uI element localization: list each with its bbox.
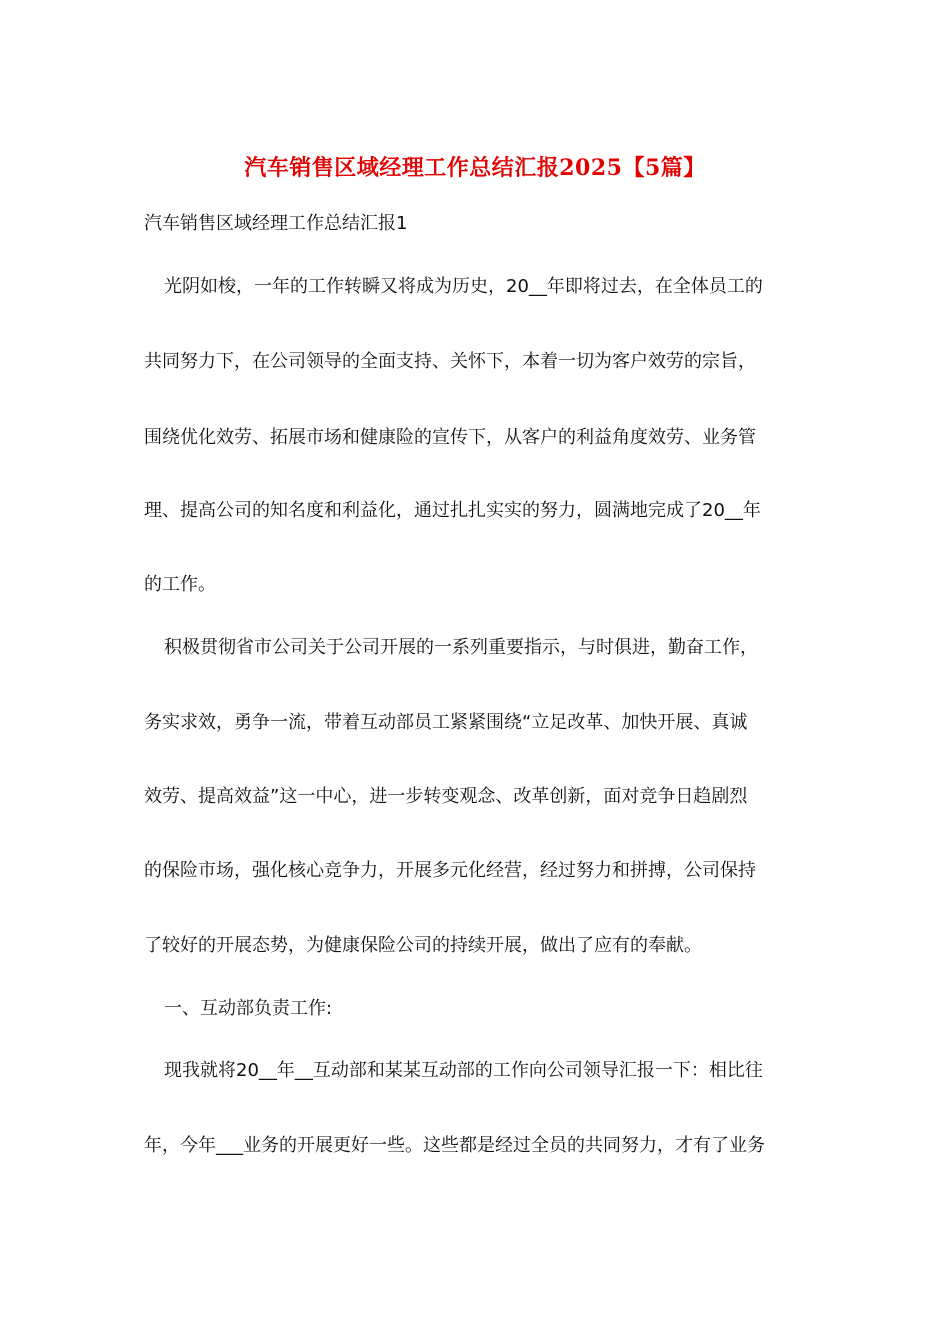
paragraph-line: 光阴如梭，一年的工作转瞬又将成为历史，20__年即将过去，在全体员工的 — [164, 276, 763, 297]
paragraph-line: 理、提高公司的知名度和利益化，通过扎扎实实的努力，圆满地完成了20__年 — [144, 500, 761, 521]
document-title: 汽车销售区域经理工作总结汇报2025【5篇】 — [244, 155, 706, 181]
section-heading: 汽车销售区域经理工作总结汇报1 — [144, 213, 408, 234]
paragraph-line: 共同努力下，在公司领导的全面支持、关怀下，本着一切为客户效劳的宗旨， — [144, 351, 756, 372]
paragraph-line: 务实求效，勇争一流，带着互动部员工紧紧围绕“立足改革、加快开展、真诚 — [144, 712, 748, 733]
paragraph-line: 年，今年___业务的开展更好一些。这些都是经过全员的共同努力，才有了业务 — [144, 1135, 765, 1156]
paragraph-line: 积极贯彻省市公司关于公司开展的一系列重要指示，与时俱进，勤奋工作， — [164, 637, 758, 658]
paragraph-line: 的工作。 — [144, 574, 216, 595]
section-heading-1: 一、互动部负责工作: — [164, 998, 333, 1019]
paragraph-line: 现我就将20__年__互动部和某某互动部的工作向公司领导汇报一下：相比往 — [164, 1060, 763, 1081]
paragraph-line: 的保险市场，强化核心竞争力，开展多元化经营，经过努力和拼搏，公司保持 — [144, 860, 756, 881]
paragraph-line: 了较好的开展态势，为健康保险公司的持续开展，做出了应有的奉献。 — [144, 935, 702, 956]
paragraph-line: 效劳、提高效益”这一中心，进一步转变观念、改革创新，面对竞争日趋剧烈 — [144, 786, 748, 807]
paragraph-line: 围绕优化效劳、拓展市场和健康险的宣传下，从客户的利益角度效劳、业务管 — [144, 427, 756, 448]
